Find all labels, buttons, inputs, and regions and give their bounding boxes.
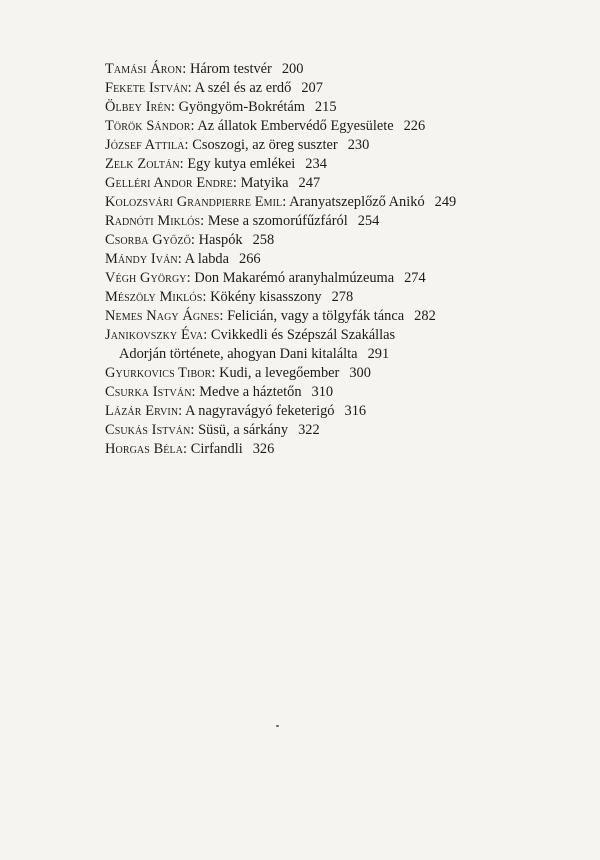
toc-entry: [105, 269, 595, 288]
toc-page-number: 247: [298, 175, 321, 191]
toc-title: A szél és az erdő: [194, 80, 292, 96]
toc-page-number: 226: [403, 118, 426, 134]
toc-entry: [105, 383, 595, 402]
toc-entry: [105, 402, 595, 421]
toc-page-number: 274: [404, 270, 426, 286]
toc-author: Török Sándor:: [105, 118, 195, 134]
toc-entry: [105, 364, 595, 383]
toc-title: Cirfandli: [190, 441, 243, 457]
toc-author: Mándy Iván:: [105, 251, 182, 267]
toc-title: Matyika: [240, 175, 289, 191]
toc-author: Kolozsvári Grandpierre Emil:: [105, 194, 287, 210]
toc-title: Kudi, a levegőember: [219, 365, 340, 381]
toc-entry: [105, 174, 595, 193]
toc-page-number: 291: [367, 346, 390, 362]
toc-author: Mészöly Miklós:: [105, 289, 207, 305]
toc-entry: [105, 60, 595, 79]
toc-page-number: 258: [252, 232, 275, 248]
toc-page-number: 200: [281, 61, 304, 77]
toc-author: József Attila:: [105, 137, 189, 153]
toc-title: Süsü, a sárkány: [198, 422, 289, 438]
toc-title: Don Makarémó aranyhalmúzeuma: [194, 270, 395, 286]
toc-page-number: 207: [301, 80, 323, 96]
toc-author: Gyurkovics Tibor:: [105, 365, 216, 381]
toc-author: Csurka István:: [105, 384, 196, 400]
toc-title: A labda: [184, 251, 230, 267]
toc-author: Horgas Béla:: [105, 441, 188, 457]
toc-author: Radnóti Miklós:: [105, 213, 205, 229]
toc-title: Gyöngyöm-Bokrétám: [178, 99, 305, 115]
toc-title: Egy kutya emlékei: [187, 156, 296, 172]
toc-page-number: 254: [357, 213, 380, 229]
toc-entry: [105, 440, 595, 459]
toc-entry: [105, 250, 595, 269]
toc-page-number: 316: [344, 403, 367, 419]
toc-title: Haspók: [198, 232, 243, 248]
table-of-contents: [105, 60, 595, 459]
toc-page-number: 310: [311, 384, 334, 400]
toc-page-number: 234: [305, 156, 327, 172]
toc-entry: [105, 231, 595, 250]
toc-entry: [105, 326, 595, 364]
toc-author: Csorba Győző:: [105, 232, 196, 248]
toc-title: Az állatok Embervédő Egyesülete: [197, 118, 394, 134]
toc-title: Kökény kisasszony: [210, 289, 322, 305]
toc-page-number: 215: [314, 99, 337, 115]
toc-author: Janikovszky Éva:: [105, 327, 208, 343]
toc-title-continuation: [105, 345, 595, 364]
toc-title: Felicián, vagy a tölgyfák tánca: [227, 308, 405, 324]
toc-title: Mese a szomorúfűzfáról: [207, 213, 348, 229]
toc-entry: [105, 307, 595, 326]
toc-page-number: 322: [298, 422, 320, 438]
toc-author: Nemes Nagy Ágnes:: [105, 308, 224, 324]
toc-author: Lázár Ervin:: [105, 403, 183, 419]
toc-title: Csoszogi, az öreg suszter: [192, 137, 338, 153]
toc-entry: [105, 136, 595, 155]
toc-entry: [105, 193, 595, 212]
toc-entry: [105, 212, 595, 231]
toc-page-number: 282: [414, 308, 436, 324]
toc-page-number: 326: [252, 441, 275, 457]
toc-page-number: 300: [349, 365, 371, 381]
toc-author: Fekete István:: [105, 80, 192, 96]
toc-title-cont-text: Adorján története, ahogyan Dani kitalálta: [119, 346, 358, 362]
toc-title: Aranyatszeplőző Anikó: [289, 194, 425, 210]
toc-entry: [105, 117, 595, 136]
toc-author: Tamási Áron:: [105, 61, 187, 77]
toc-page-number: 230: [347, 137, 370, 153]
toc-entry: [105, 155, 595, 174]
toc-author: Ölbey Irén:: [105, 99, 175, 115]
toc-title: Cvikkedli és Szépszál Szakállas: [210, 327, 396, 343]
toc-author: Gelléri Andor Endre:: [105, 175, 237, 191]
toc-entry: [105, 288, 595, 307]
toc-entry: [105, 79, 595, 98]
toc-title: A nagyravágyó feketerigó: [185, 403, 335, 419]
toc-author: Csukás István:: [105, 422, 195, 438]
toc-page-number: 266: [239, 251, 261, 267]
toc-author: Végh György:: [105, 270, 191, 286]
paper-speck: [276, 725, 279, 727]
toc-entry: [105, 421, 595, 440]
toc-page-number: 278: [331, 289, 354, 305]
toc-title: Medve a háztetőn: [199, 384, 302, 400]
toc-page-number: 249: [434, 194, 457, 210]
toc-entry: [105, 98, 595, 117]
toc-author: Zelk Zoltán:: [105, 156, 184, 172]
toc-title: Három testvér: [189, 61, 272, 77]
